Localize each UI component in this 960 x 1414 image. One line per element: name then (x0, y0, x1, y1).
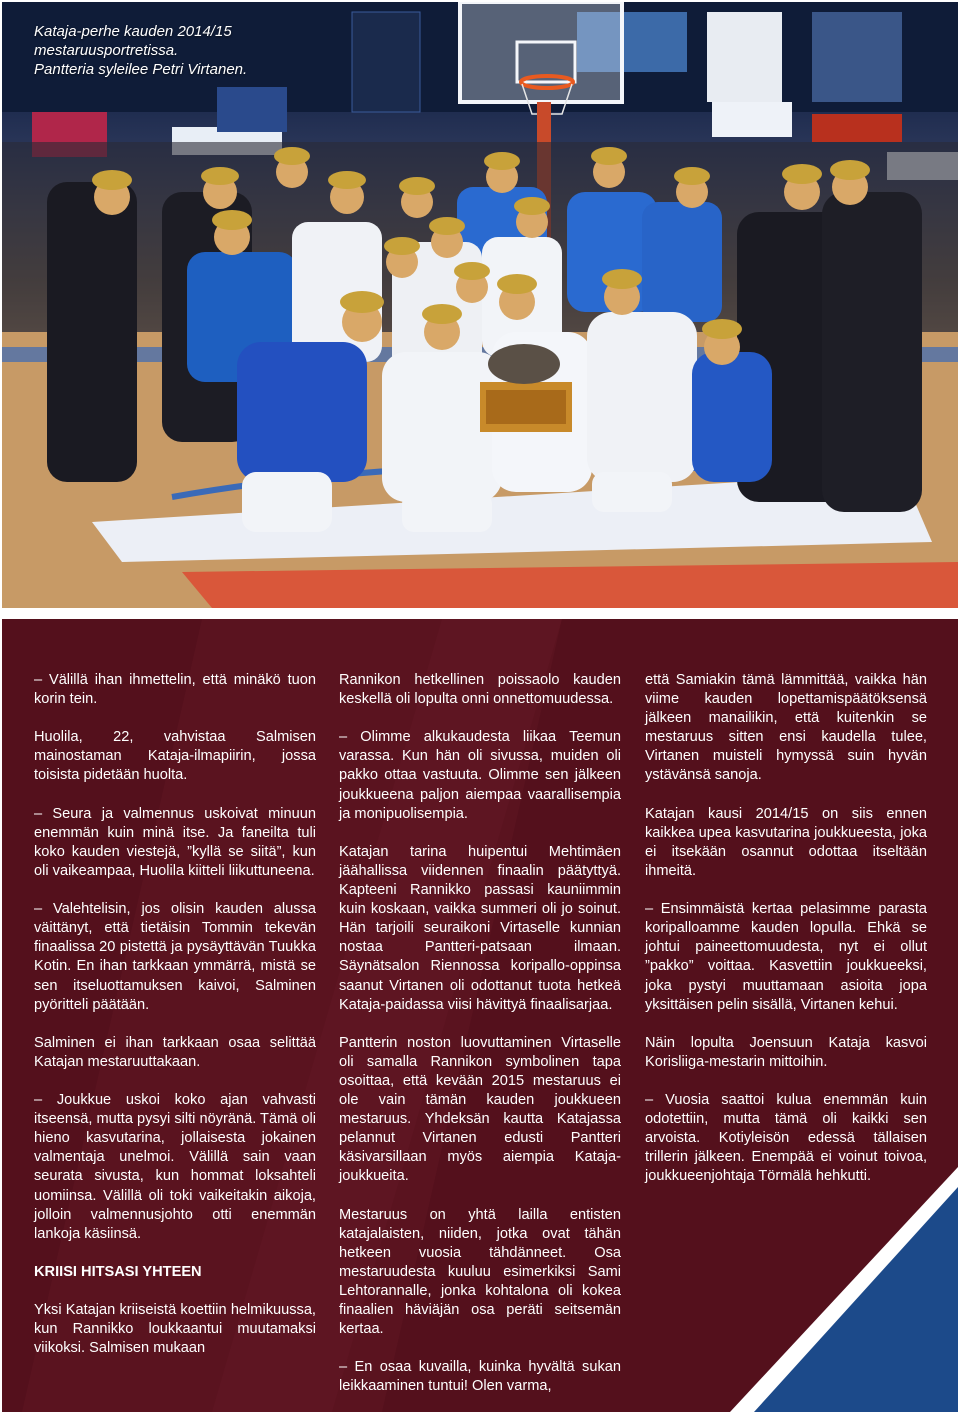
paragraph: – Valehtelisin, jos olisin kauden alussa väittänyt, että tietäisin Tommin tekevän finaalissa 20 pistettä ja pysäyttävän Tuukka Kotin. En ihan tarkkaan ymmärrä, mistä se sen itseluottamuksen kaivoi, Salminen pyöritteli päätään. (34, 901, 316, 1013)
paragraph: – Välillä ihan ihmettelin, että minäkö tuon korin tein. (34, 672, 316, 708)
paragraph: – Olimme alkukaudesta liikaa Teemun varassa. Kun hän oli sivussa, muiden oli pakko ottaa vastuuta. Olimme sen jälkeen joukkueena paljon aiempaa vaarallisempia ja monipuolisempia. (339, 729, 621, 822)
paragraph: Rannikon hetkellinen poissaolo kauden keskellä oli lopulta onni onnettomuudessa. (339, 672, 621, 708)
team-photo (2, 2, 958, 608)
paragraph: – Vuosia saattoi kulua enemmän kuin odotettiin, mutta tämä oli kaikki sen arvoista. Kotiyleisön edessä tällaisen trillerin jälkeen. Enempää ei voinut toivoa, joukkueenjohtaja Törmälä hehkutti. (645, 1092, 927, 1185)
article-panel (2, 619, 958, 1412)
paragraph: Katajan tarina huipentui Mehtimäen jäähallissa viidennen finaalin päätyttyä. Kapteeni Rannikko passasi kauniimmin kuin koskaan, vaikka summeri oli jo soinut. Hän tarjoili seuraikoni Virtaselle kunnian nostaa Pantteri-patsaan ilmaan. Säynätsalon Riennossa koripallo-oppinsa saanut Virtanen oli odottanut tuota hetkeä Kataja-paidassa viisi hävittyä finaalisarjaa. (339, 843, 621, 1013)
paragraph: – Joukkue uskoi koko ajan vahvasti itseensä, mutta pysyi silti nöyränä. Tämä oli hieno kasvutarina, jollaisesta jokainen valmentaja unelmoi. Välillä sain vaan seurata sivusta, kun hommat loksahteli uomiinsa. Välillä oli toki vaikeitakin aikoja, jolloin valmennusjohto otti enemmän lankoja käsiinsä. (34, 1092, 316, 1242)
paragraph: Näin lopulta Joensuun Kataja kasvoi Korisliiga-mestarin mittoihin. (645, 1034, 927, 1070)
caption-line: Pantteria syleilee Petri Virtanen. (34, 61, 248, 78)
section-heading: KRIISI HITSASI YHTEEN (34, 1263, 202, 1280)
paragraph: – En osaa kuvailla, kuinka hyvältä sukan leikkaaminen tuntui! Olen varma, (339, 1359, 621, 1395)
caption-line: mestaruusportretissa. (34, 42, 179, 59)
paragraph: – Seura ja valmennus uskoivat minuun enemmän kuin minä itse. Ja faneilta tuli koko kauden viestejä, ”kyllä se siitä”, kun oli vaikeampaa, Huolila kiitteli liikuttuneena. (34, 805, 316, 879)
team-photo-illustration (2, 2, 958, 608)
paragraph: Salminen ei ihan tarkkaan osaa selittää Katajan mestaruuttakaan. (34, 1034, 316, 1070)
article-column-1 (34, 671, 316, 1377)
paragraph: Yksi Katajan kriiseistä koettiin helmikuussa, kun Rannikko loukkaantui muutamaksi viikoksi. Salmisen mukaan (34, 1302, 316, 1357)
paragraph: Pantterin noston luovuttaminen Virtaselle oli samalla Rannikon symbolinen tapa osoittaa, että kevään 2015 mestaruus ei ole vain tämän kauden joukkueen mestaruus. Yhdeksän kautta Katajassa pelannut Virtanen edusti Pantteri käsivarsillaan myös aiempia Kataja-joukkueita. (339, 1034, 621, 1185)
caption-line: Kataja-perhe kauden 2014/15 (34, 23, 232, 40)
article-column-3 (645, 671, 927, 1206)
article-column-2 (339, 671, 621, 1412)
paragraph: – Ensimmäistä kertaa pelasimme parasta koripalloamme kauden lopulla. Ehkä se johtui paineettomuudesta, nyt ei ollut ”pakko” voittaa. Kasvettiin joukkueeksi, joka pystyi muuttamaan asioita jopa yksittäisen pelin sisällä, Virtanen kehui. (645, 901, 927, 1013)
paragraph: Katajan kausi 2014/15 on siis ennen kaikkea upea kasvutarina joukkueesta, joka ei itsekään osannut odottaa itseltään ihmeitä. (645, 805, 927, 879)
paragraph: että Samiakin tämä lämmittää, vaikka hän viime kauden lopettamispäätöksensä jälkeen manailikin, että kuitenkin se mestaruus sitten ensi kaudella tulee, Virtanen muisteli hymyssä suin hyvän ystävänsä sanoja. (645, 672, 927, 784)
paragraph: Huolila, 22, vahvistaa Salmisen mainostaman Kataja-ilmapiirin, jossa toisista pidetään huolta. (34, 729, 316, 784)
photo-caption (34, 22, 247, 79)
paragraph: Mestaruus on yhtä lailla entisten katajalaisten, niiden, jotka ovat tähän hetkeen vuosia tähdänneet. Osa mestaruudesta kuuluu esimerkiksi Sami Lehtorannalle, jonka kohtalona oli kokea finaalien häviäjän osa peräti seitsemän kertaa. (339, 1206, 621, 1338)
